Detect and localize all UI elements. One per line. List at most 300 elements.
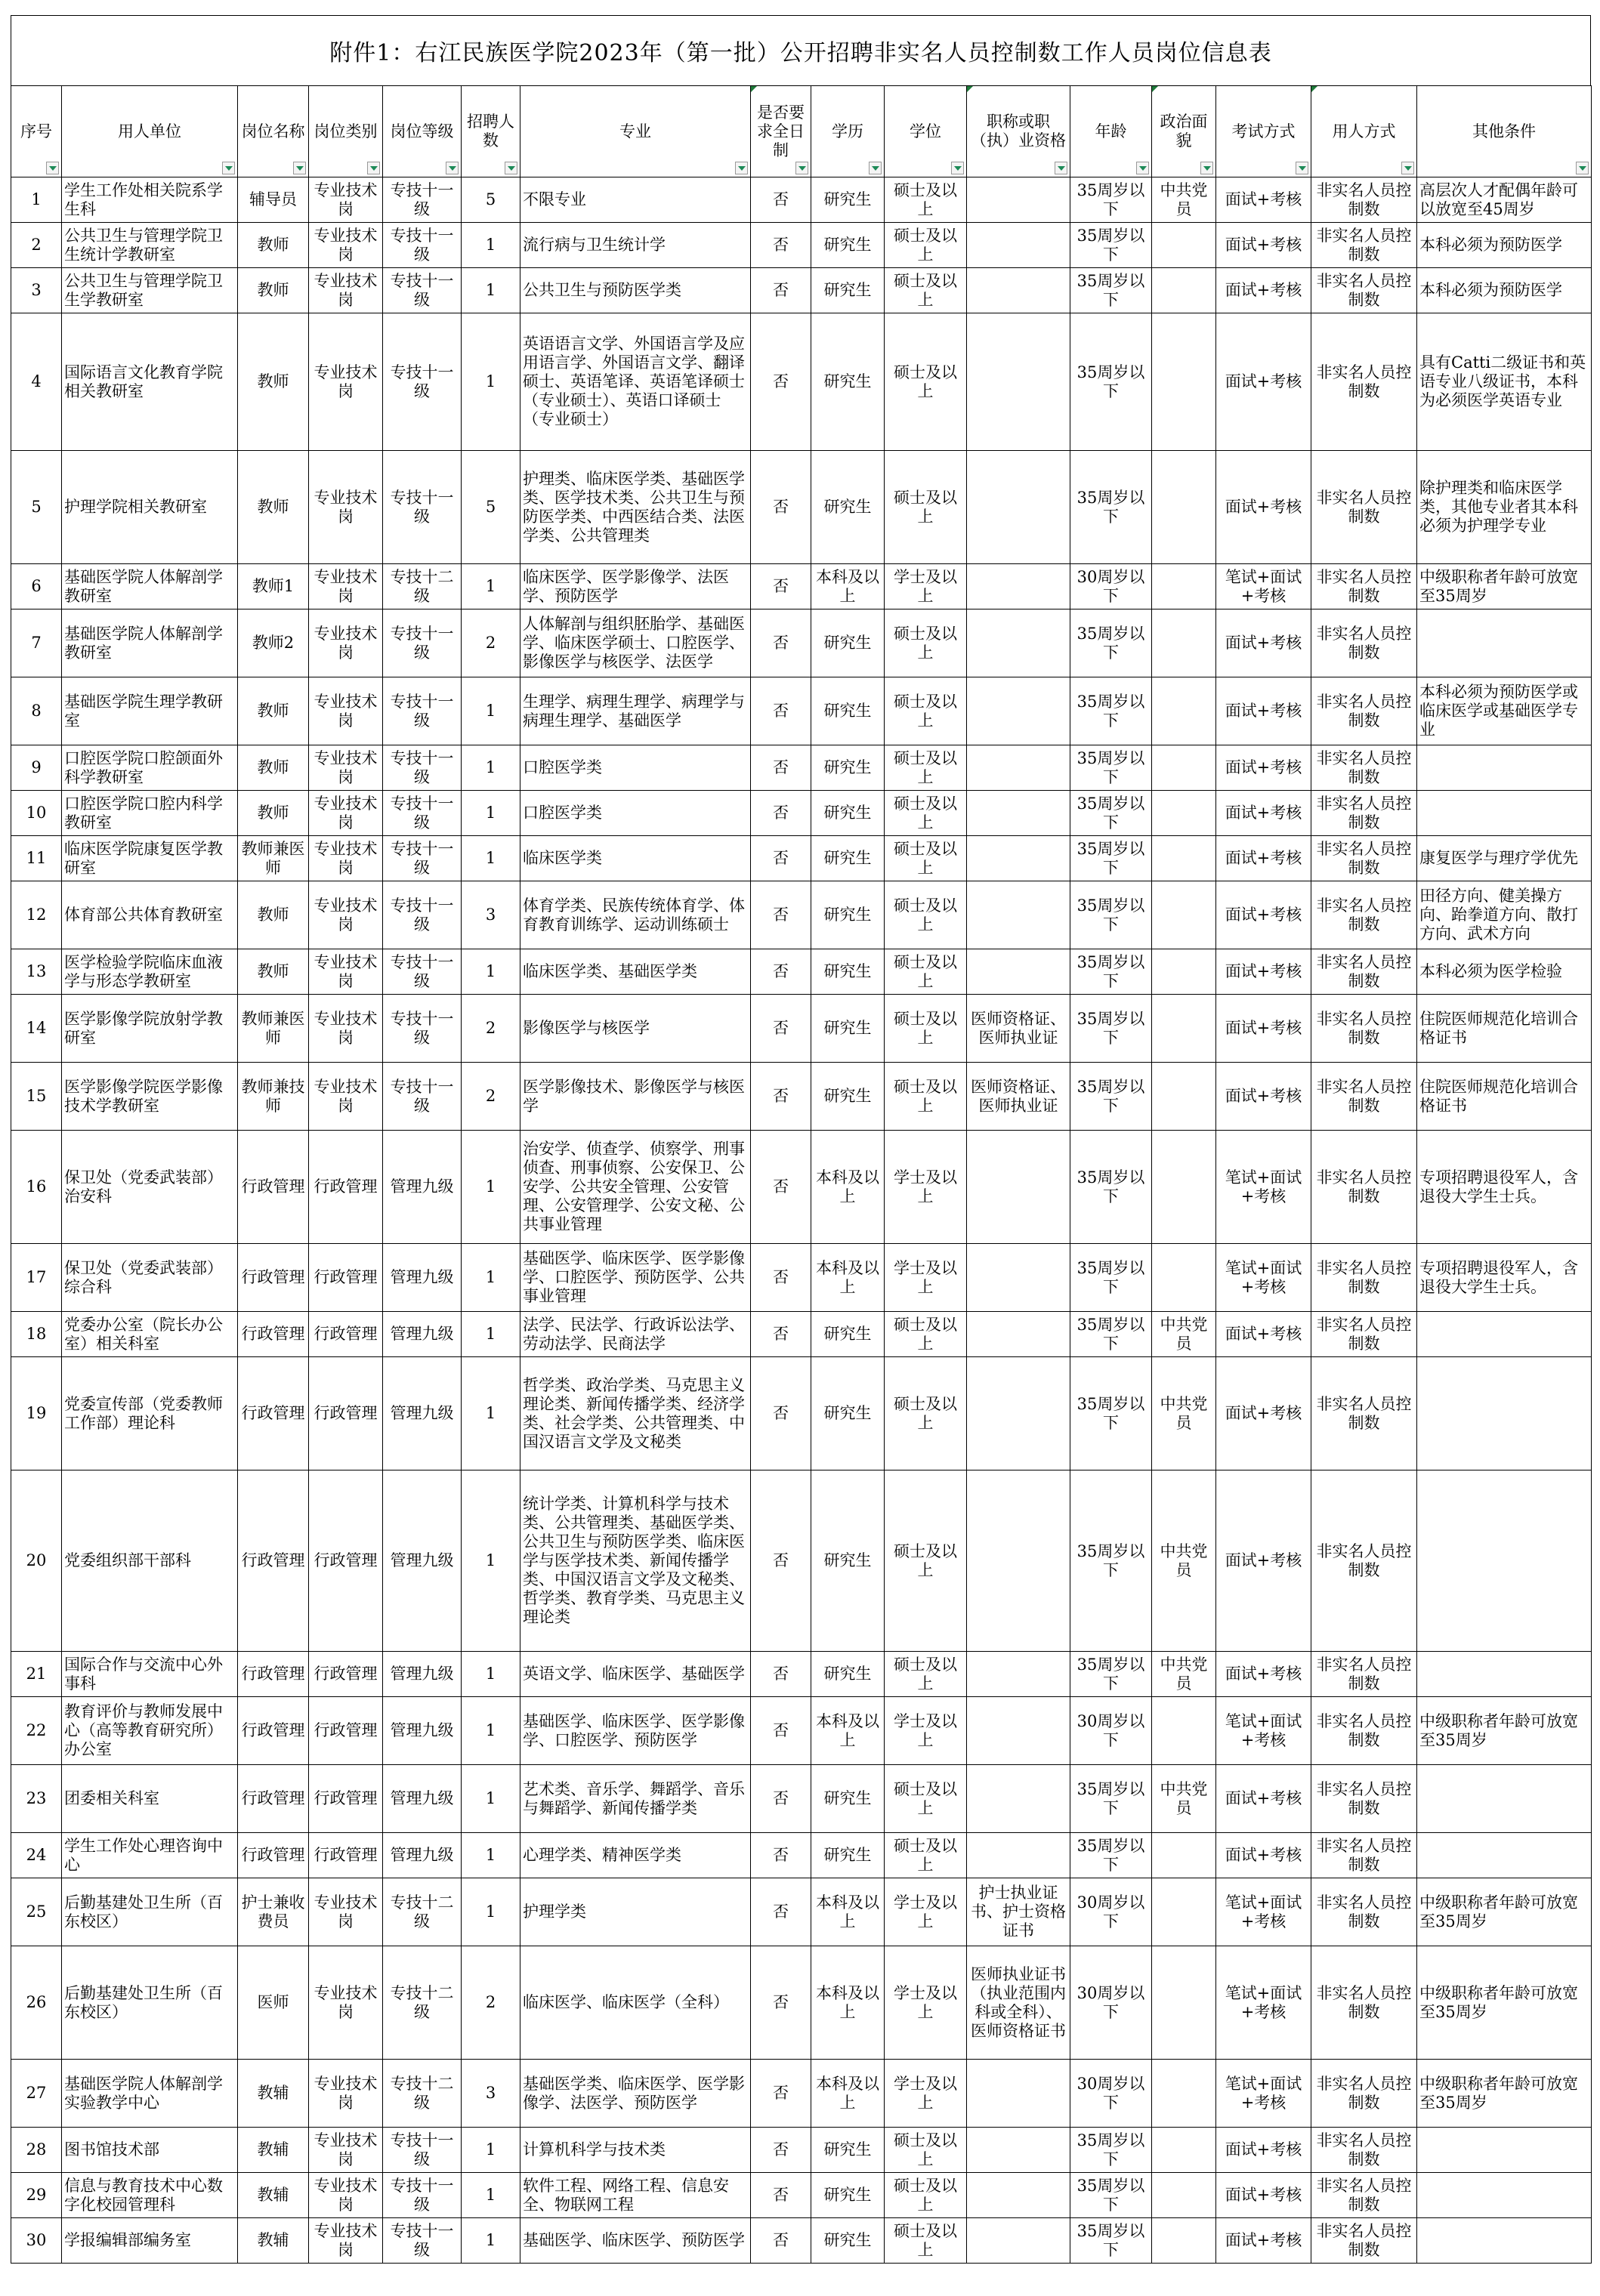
table-cell[interactable]: 研究生: [811, 881, 885, 949]
table-cell[interactable]: [1152, 313, 1216, 451]
table-cell[interactable]: 面试+考核: [1216, 1063, 1311, 1131]
table-cell[interactable]: 14: [11, 995, 62, 1063]
table-cell[interactable]: 1: [462, 677, 520, 745]
table-cell[interactable]: 非实名人员控制数: [1311, 1946, 1417, 2060]
table-cell[interactable]: 研究生: [811, 1470, 885, 1652]
table-cell[interactable]: 1: [462, 1470, 520, 1652]
table-cell[interactable]: 1: [462, 1357, 520, 1470]
table-cell[interactable]: 2: [462, 609, 520, 677]
table-cell[interactable]: 后勤基建处卫生所（百东校区）: [62, 1878, 238, 1946]
table-cell[interactable]: 4: [11, 313, 62, 451]
table-cell[interactable]: 1: [462, 949, 520, 995]
table-cell[interactable]: 行政管理: [238, 1470, 309, 1652]
table-cell[interactable]: 专技十一级: [383, 2218, 462, 2264]
table-cell[interactable]: 行政管理: [309, 1244, 383, 1312]
table-cell[interactable]: 否: [751, 1244, 811, 1312]
table-cell[interactable]: 行政管理: [309, 1470, 383, 1652]
table-cell[interactable]: 35周岁以下: [1070, 791, 1152, 836]
table-cell[interactable]: 信息与教育技术中心数字化校园管理科: [62, 2173, 238, 2218]
table-cell[interactable]: 教师: [238, 451, 309, 564]
table-cell[interactable]: 专业技术岗: [309, 2060, 383, 2128]
table-cell[interactable]: 管理九级: [383, 1765, 462, 1833]
table-cell[interactable]: 非实名人员控制数: [1311, 2173, 1417, 2218]
table-cell[interactable]: 研究生: [811, 1652, 885, 1697]
table-cell[interactable]: 基础医学院生理学教研室: [62, 677, 238, 745]
table-cell[interactable]: 硕士及以上: [885, 268, 967, 313]
table-cell[interactable]: 否: [751, 223, 811, 268]
table-cell[interactable]: 基础医学院人体解剖学教研室: [62, 609, 238, 677]
table-cell[interactable]: [1417, 2218, 1592, 2264]
table-cell[interactable]: 教师2: [238, 609, 309, 677]
table-cell[interactable]: 本科及以上: [811, 1946, 885, 2060]
table-cell[interactable]: 30周岁以下: [1070, 1697, 1152, 1765]
table-cell[interactable]: [967, 2128, 1070, 2173]
table-cell[interactable]: 35周岁以下: [1070, 1357, 1152, 1470]
table-cell[interactable]: 教辅: [238, 2128, 309, 2173]
table-cell[interactable]: 医学影像学院放射学教研室: [62, 995, 238, 1063]
table-cell[interactable]: 19: [11, 1357, 62, 1470]
table-cell[interactable]: [1152, 1244, 1216, 1312]
table-cell[interactable]: 35周岁以下: [1070, 881, 1152, 949]
table-cell[interactable]: 面试+考核: [1216, 836, 1311, 881]
filter-dropdown-icon[interactable]: [1401, 162, 1414, 174]
table-cell[interactable]: 专业技术岗: [309, 564, 383, 609]
table-cell[interactable]: 中级职称者年龄可放宽至35周岁: [1417, 564, 1592, 609]
table-cell[interactable]: 保卫处（党委武装部）治安科: [62, 1131, 238, 1244]
table-cell[interactable]: 研究生: [811, 268, 885, 313]
table-cell[interactable]: 35周岁以下: [1070, 2128, 1152, 2173]
table-cell[interactable]: 体育学类、民族传统体育学、体育教育训练学、运动训练硕士: [520, 881, 751, 949]
filter-dropdown-icon[interactable]: [505, 162, 517, 174]
table-cell[interactable]: 治安学、侦查学、侦察学、刑事侦查、刑事侦察、公安保卫、公安学、公共安全管理、公安管理、公安管理学、公安文秘、公共事业管理: [520, 1131, 751, 1244]
table-cell[interactable]: 否: [751, 1357, 811, 1470]
table-cell[interactable]: 基础医学、临床医学、医学影像学、口腔医学、预防医学、公共事业管理: [520, 1244, 751, 1312]
table-cell[interactable]: 研究生: [811, 1357, 885, 1470]
table-cell[interactable]: 12: [11, 881, 62, 949]
table-cell[interactable]: 面试+考核: [1216, 745, 1311, 791]
table-cell[interactable]: 学生工作处心理咨询中心: [62, 1833, 238, 1878]
table-cell[interactable]: 学士及以上: [885, 1244, 967, 1312]
table-cell[interactable]: 本科及以上: [811, 2060, 885, 2128]
table-cell[interactable]: [1417, 2173, 1592, 2218]
table-cell[interactable]: 否: [751, 1878, 811, 1946]
table-cell[interactable]: [967, 677, 1070, 745]
table-cell[interactable]: 2: [462, 1063, 520, 1131]
table-cell[interactable]: 非实名人员控制数: [1311, 949, 1417, 995]
table-cell[interactable]: 1: [462, 1697, 520, 1765]
table-cell[interactable]: 医师执业证书（执业范围内科或全科）、医师资格证书: [967, 1946, 1070, 2060]
table-cell[interactable]: [967, 1765, 1070, 1833]
table-cell[interactable]: 硕士及以上: [885, 1765, 967, 1833]
table-cell[interactable]: 22: [11, 1697, 62, 1765]
table-cell[interactable]: 1: [462, 836, 520, 881]
table-cell[interactable]: 专技十一级: [383, 451, 462, 564]
table-cell[interactable]: [1152, 1697, 1216, 1765]
table-cell[interactable]: 28: [11, 2128, 62, 2173]
table-cell[interactable]: 行政管理: [309, 1357, 383, 1470]
table-cell[interactable]: 艺术类、音乐学、舞蹈学、音乐与舞蹈学、新闻传播学类: [520, 1765, 751, 1833]
table-cell[interactable]: 专业技术岗: [309, 223, 383, 268]
table-cell[interactable]: 口腔医学院口腔颌面外科学教研室: [62, 745, 238, 791]
table-cell[interactable]: 研究生: [811, 223, 885, 268]
table-cell[interactable]: 软件工程、网络工程、信息安全、物联网工程: [520, 2173, 751, 2218]
table-cell[interactable]: 否: [751, 791, 811, 836]
table-cell[interactable]: 否: [751, 2218, 811, 2264]
table-cell[interactable]: [967, 223, 1070, 268]
table-cell[interactable]: 教师: [238, 223, 309, 268]
table-cell[interactable]: 1: [462, 1131, 520, 1244]
table-cell[interactable]: 党委办公室（院长办公室）相关科室: [62, 1312, 238, 1357]
table-cell[interactable]: 教师: [238, 268, 309, 313]
table-cell[interactable]: 研究生: [811, 745, 885, 791]
table-cell[interactable]: 硕士及以上: [885, 791, 967, 836]
table-cell[interactable]: 体育部公共体育教研室: [62, 881, 238, 949]
table-cell[interactable]: 否: [751, 1946, 811, 2060]
table-cell[interactable]: 田径方向、健美操方向、跆拳道方向、散打方向、武术方向: [1417, 881, 1592, 949]
table-cell[interactable]: 专项招聘退役军人，含退役大学生士兵。: [1417, 1131, 1592, 1244]
table-cell[interactable]: 硕士及以上: [885, 881, 967, 949]
table-cell[interactable]: 否: [751, 745, 811, 791]
table-cell[interactable]: 2: [462, 1946, 520, 2060]
table-cell[interactable]: 行政管理: [238, 1312, 309, 1357]
table-cell[interactable]: [967, 836, 1070, 881]
filter-dropdown-icon[interactable]: [951, 162, 964, 174]
table-cell[interactable]: 教师: [238, 313, 309, 451]
table-cell[interactable]: 35周岁以下: [1070, 2173, 1152, 2218]
table-cell[interactable]: 1: [462, 2218, 520, 2264]
table-cell[interactable]: 35周岁以下: [1070, 677, 1152, 745]
table-cell[interactable]: 专业技术岗: [309, 313, 383, 451]
table-cell[interactable]: 本科必须为预防医学或临床医学或基础医学专业: [1417, 677, 1592, 745]
table-cell[interactable]: 10: [11, 791, 62, 836]
table-cell[interactable]: 专技十一级: [383, 949, 462, 995]
table-cell[interactable]: 1: [462, 2128, 520, 2173]
table-cell[interactable]: 行政管理: [309, 1312, 383, 1357]
table-cell[interactable]: 党委组织部干部科: [62, 1470, 238, 1652]
table-cell[interactable]: 1: [462, 1244, 520, 1312]
table-cell[interactable]: 除护理类和临床医学类，其他专业者其本科必须为护理学专业: [1417, 451, 1592, 564]
table-cell[interactable]: 非实名人员控制数: [1311, 1765, 1417, 1833]
table-cell[interactable]: 35周岁以下: [1070, 949, 1152, 995]
table-cell[interactable]: 15: [11, 1063, 62, 1131]
table-cell[interactable]: 行政管理: [309, 1652, 383, 1697]
filter-dropdown-icon[interactable]: [1296, 162, 1308, 174]
table-cell[interactable]: [967, 1357, 1070, 1470]
table-cell[interactable]: 专业技术岗: [309, 2218, 383, 2264]
table-cell[interactable]: 否: [751, 1765, 811, 1833]
table-cell[interactable]: [1417, 2128, 1592, 2173]
table-cell[interactable]: 本科必须为预防医学: [1417, 223, 1592, 268]
table-cell[interactable]: 行政管理: [238, 1131, 309, 1244]
table-cell[interactable]: 非实名人员控制数: [1311, 609, 1417, 677]
table-cell[interactable]: 35周岁以下: [1070, 1312, 1152, 1357]
table-cell[interactable]: 研究生: [811, 2173, 885, 2218]
table-cell[interactable]: 学士及以上: [885, 1878, 967, 1946]
table-cell[interactable]: 否: [751, 177, 811, 223]
table-cell[interactable]: 20: [11, 1470, 62, 1652]
table-cell[interactable]: 3: [462, 881, 520, 949]
table-cell[interactable]: 行政管理: [238, 1244, 309, 1312]
table-cell[interactable]: 研究生: [811, 1063, 885, 1131]
table-cell[interactable]: 教师: [238, 881, 309, 949]
table-cell[interactable]: 研究生: [811, 791, 885, 836]
table-cell[interactable]: 面试+考核: [1216, 1833, 1311, 1878]
table-cell[interactable]: 图书馆技术部: [62, 2128, 238, 2173]
table-cell[interactable]: [967, 268, 1070, 313]
table-cell[interactable]: 专业技术岗: [309, 881, 383, 949]
table-cell[interactable]: 面试+考核: [1216, 1765, 1311, 1833]
table-cell[interactable]: 管理九级: [383, 1652, 462, 1697]
table-cell[interactable]: 护士兼收费员: [238, 1878, 309, 1946]
table-cell[interactable]: 学士及以上: [885, 564, 967, 609]
table-cell[interactable]: 1: [462, 223, 520, 268]
table-cell[interactable]: 16: [11, 1131, 62, 1244]
filter-dropdown-icon[interactable]: [869, 162, 882, 174]
table-cell[interactable]: 35周岁以下: [1070, 745, 1152, 791]
table-cell[interactable]: [967, 949, 1070, 995]
table-cell[interactable]: 否: [751, 1652, 811, 1697]
table-cell[interactable]: 35周岁以下: [1070, 2218, 1152, 2264]
table-cell[interactable]: 国际合作与交流中心外事科: [62, 1652, 238, 1697]
table-cell[interactable]: 教师兼医师: [238, 836, 309, 881]
table-cell[interactable]: 影像医学与核医学: [520, 995, 751, 1063]
table-cell[interactable]: 研究生: [811, 1765, 885, 1833]
table-cell[interactable]: 研究生: [811, 177, 885, 223]
table-cell[interactable]: 35周岁以下: [1070, 1244, 1152, 1312]
table-cell[interactable]: 后勤基建处卫生所（百东校区）: [62, 1946, 238, 2060]
table-cell[interactable]: 基础医学院人体解剖学实验教学中心: [62, 2060, 238, 2128]
table-cell[interactable]: 面试+考核: [1216, 1470, 1311, 1652]
table-cell[interactable]: 2: [462, 995, 520, 1063]
table-cell[interactable]: 专业技术岗: [309, 2173, 383, 2218]
table-cell[interactable]: 教师1: [238, 564, 309, 609]
table-cell[interactable]: [1152, 1833, 1216, 1878]
table-cell[interactable]: 35周岁以下: [1070, 1833, 1152, 1878]
table-cell[interactable]: 笔试+面试+考核: [1216, 1131, 1311, 1244]
table-cell[interactable]: 非实名人员控制数: [1311, 881, 1417, 949]
table-cell[interactable]: 面试+考核: [1216, 2218, 1311, 2264]
table-cell[interactable]: 专业技术岗: [309, 268, 383, 313]
table-cell[interactable]: [1417, 1652, 1592, 1697]
table-cell[interactable]: [967, 745, 1070, 791]
table-cell[interactable]: [967, 2218, 1070, 2264]
table-cell[interactable]: [967, 1697, 1070, 1765]
table-cell[interactable]: 否: [751, 836, 811, 881]
table-cell[interactable]: 非实名人员控制数: [1311, 2128, 1417, 2173]
table-cell[interactable]: 本科及以上: [811, 1244, 885, 1312]
table-cell[interactable]: 否: [751, 2128, 811, 2173]
table-cell[interactable]: 行政管理: [238, 1833, 309, 1878]
table-cell[interactable]: [1417, 791, 1592, 836]
table-cell[interactable]: 教师兼医师: [238, 995, 309, 1063]
table-cell[interactable]: 护理类、临床医学类、基础医学类、医学技术类、公共卫生与预防医学类、中西医结合类、法医学类、公共管理类: [520, 451, 751, 564]
table-cell[interactable]: 专技十一级: [383, 677, 462, 745]
table-cell[interactable]: 非实名人员控制数: [1311, 1470, 1417, 1652]
table-cell[interactable]: 管理九级: [383, 1470, 462, 1652]
table-cell[interactable]: 非实名人员控制数: [1311, 2060, 1417, 2128]
table-cell[interactable]: 非实名人员控制数: [1311, 1357, 1417, 1470]
table-cell[interactable]: 临床医学院康复医学教研室: [62, 836, 238, 881]
table-cell[interactable]: 专技十一级: [383, 745, 462, 791]
table-cell[interactable]: [1152, 949, 1216, 995]
table-cell[interactable]: 1: [462, 2173, 520, 2218]
table-cell[interactable]: 本科及以上: [811, 564, 885, 609]
table-cell[interactable]: [1152, 564, 1216, 609]
table-cell[interactable]: 笔试+面试+考核: [1216, 1946, 1311, 2060]
table-cell[interactable]: 专技十一级: [383, 836, 462, 881]
table-cell[interactable]: 具有Catti二级证书和英语专业八级证书，本科为必须医学英语专业: [1417, 313, 1592, 451]
table-cell[interactable]: 学生工作处相关院系学生科: [62, 177, 238, 223]
table-cell[interactable]: 教育评价与教师发展中心（高等教育研究所）办公室: [62, 1697, 238, 1765]
table-cell[interactable]: 21: [11, 1652, 62, 1697]
table-cell[interactable]: 基础医学院人体解剖学教研室: [62, 564, 238, 609]
table-cell[interactable]: 专项招聘退役军人，含退役大学生士兵。: [1417, 1244, 1592, 1312]
table-cell[interactable]: 35周岁以下: [1070, 1063, 1152, 1131]
table-cell[interactable]: 否: [751, 268, 811, 313]
table-cell[interactable]: 否: [751, 2060, 811, 2128]
table-cell[interactable]: [1152, 745, 1216, 791]
table-cell[interactable]: 行政管理: [238, 1652, 309, 1697]
table-cell[interactable]: 党委宣传部（党委教师工作部）理论科: [62, 1357, 238, 1470]
table-cell[interactable]: 35周岁以下: [1070, 836, 1152, 881]
table-cell[interactable]: 非实名人员控制数: [1311, 1697, 1417, 1765]
table-cell[interactable]: 专技十二级: [383, 2060, 462, 2128]
table-cell[interactable]: 行政管理: [309, 1833, 383, 1878]
table-cell[interactable]: 中共党员: [1152, 1765, 1216, 1833]
table-cell[interactable]: [1417, 1357, 1592, 1470]
table-cell[interactable]: 13: [11, 949, 62, 995]
table-cell[interactable]: 硕士及以上: [885, 677, 967, 745]
table-cell[interactable]: 教师: [238, 791, 309, 836]
table-cell[interactable]: 医学影像学院医学影像技术学教研室: [62, 1063, 238, 1131]
table-cell[interactable]: 住院医师规范化培训合格证书: [1417, 995, 1592, 1063]
table-cell[interactable]: 专技十一级: [383, 791, 462, 836]
table-cell[interactable]: [967, 791, 1070, 836]
table-cell[interactable]: 基础医学、临床医学、预防医学: [520, 2218, 751, 2264]
table-cell[interactable]: 口腔医学类: [520, 791, 751, 836]
table-cell[interactable]: 医师资格证、医师执业证: [967, 995, 1070, 1063]
table-cell[interactable]: 26: [11, 1946, 62, 2060]
table-cell[interactable]: 面试+考核: [1216, 881, 1311, 949]
table-cell[interactable]: 专业技术岗: [309, 177, 383, 223]
table-cell[interactable]: 27: [11, 2060, 62, 2128]
table-cell[interactable]: 笔试+面试+考核: [1216, 2060, 1311, 2128]
table-cell[interactable]: 非实名人员控制数: [1311, 791, 1417, 836]
table-cell[interactable]: 35周岁以下: [1070, 313, 1152, 451]
table-cell[interactable]: 行政管理: [238, 1357, 309, 1470]
table-cell[interactable]: 30周岁以下: [1070, 1878, 1152, 1946]
table-cell[interactable]: 30周岁以下: [1070, 1946, 1152, 2060]
table-cell[interactable]: 1: [11, 177, 62, 223]
table-cell[interactable]: 非实名人员控制数: [1311, 1652, 1417, 1697]
table-cell[interactable]: 9: [11, 745, 62, 791]
table-cell[interactable]: 否: [751, 1697, 811, 1765]
table-cell[interactable]: 7: [11, 609, 62, 677]
filter-dropdown-icon[interactable]: [293, 162, 306, 174]
filter-dropdown-icon[interactable]: [795, 162, 808, 174]
table-cell[interactable]: 非实名人员控制数: [1311, 1833, 1417, 1878]
table-cell[interactable]: 住院医师规范化培训合格证书: [1417, 1063, 1592, 1131]
table-cell[interactable]: 1: [462, 1765, 520, 1833]
table-cell[interactable]: 2: [11, 223, 62, 268]
table-cell[interactable]: 1: [462, 313, 520, 451]
table-cell[interactable]: 中共党员: [1152, 1312, 1216, 1357]
table-cell[interactable]: 医师: [238, 1946, 309, 2060]
table-cell[interactable]: 高层次人才配偶年龄可以放宽至45周岁: [1417, 177, 1592, 223]
table-cell[interactable]: 否: [751, 2173, 811, 2218]
table-cell[interactable]: [967, 1833, 1070, 1878]
table-cell[interactable]: 24: [11, 1833, 62, 1878]
table-cell[interactable]: 管理九级: [383, 1833, 462, 1878]
filter-dropdown-icon[interactable]: [446, 162, 459, 174]
table-cell[interactable]: 本科必须为医学检验: [1417, 949, 1592, 995]
table-cell[interactable]: 口腔医学院口腔内科学教研室: [62, 791, 238, 836]
table-cell[interactable]: 医学检验学院临床血液学与形态学教研室: [62, 949, 238, 995]
table-cell[interactable]: 35周岁以下: [1070, 177, 1152, 223]
table-cell[interactable]: 生理学、病理生理学、病理学与病理生理学、基础医学: [520, 677, 751, 745]
table-cell[interactable]: 研究生: [811, 2218, 885, 2264]
table-cell[interactable]: 临床医学、医学影像学、法医学、预防医学: [520, 564, 751, 609]
table-cell[interactable]: 研究生: [811, 609, 885, 677]
table-cell[interactable]: 行政管理: [238, 1697, 309, 1765]
table-cell[interactable]: 18: [11, 1312, 62, 1357]
table-cell[interactable]: 面试+考核: [1216, 1312, 1311, 1357]
table-cell[interactable]: 专业技术岗: [309, 609, 383, 677]
table-cell[interactable]: 笔试+面试+考核: [1216, 1697, 1311, 1765]
table-cell[interactable]: 中共党员: [1152, 1652, 1216, 1697]
table-cell[interactable]: 否: [751, 1312, 811, 1357]
table-cell[interactable]: 公共卫生与预防医学类: [520, 268, 751, 313]
table-cell[interactable]: 中级职称者年龄可放宽至35周岁: [1417, 1697, 1592, 1765]
table-cell[interactable]: 专技十一级: [383, 995, 462, 1063]
table-cell[interactable]: 35周岁以下: [1070, 268, 1152, 313]
table-cell[interactable]: [967, 1470, 1070, 1652]
table-cell[interactable]: 3: [11, 268, 62, 313]
table-cell[interactable]: 否: [751, 677, 811, 745]
table-cell[interactable]: 23: [11, 1765, 62, 1833]
table-cell[interactable]: 5: [462, 177, 520, 223]
table-cell[interactable]: 面试+考核: [1216, 995, 1311, 1063]
table-cell[interactable]: 本科及以上: [811, 1878, 885, 1946]
table-cell[interactable]: 非实名人员控制数: [1311, 177, 1417, 223]
table-cell[interactable]: 哲学类、政治学类、马克思主义理论类、新闻传播学类、经济学类、社会学类、公共管理类、中国汉语言文学及文秘类: [520, 1357, 751, 1470]
table-cell[interactable]: [1152, 2060, 1216, 2128]
table-cell[interactable]: 人体解剖与组织胚胎学、基础医学、临床医学硕士、口腔医学、影像医学与核医学、法医学: [520, 609, 751, 677]
table-cell[interactable]: 医学影像技术、影像医学与核医学: [520, 1063, 751, 1131]
table-cell[interactable]: 面试+考核: [1216, 949, 1311, 995]
table-cell[interactable]: 教师: [238, 745, 309, 791]
table-cell[interactable]: 研究生: [811, 836, 885, 881]
table-cell[interactable]: 国际语言文化教育学院相关教研室: [62, 313, 238, 451]
table-cell[interactable]: 心理学类、精神医学类: [520, 1833, 751, 1878]
filter-dropdown-icon[interactable]: [46, 162, 59, 174]
table-cell[interactable]: 面试+考核: [1216, 1652, 1311, 1697]
table-cell[interactable]: 专业技术岗: [309, 1063, 383, 1131]
filter-dropdown-icon[interactable]: [367, 162, 380, 174]
table-cell[interactable]: 35周岁以下: [1070, 451, 1152, 564]
table-cell[interactable]: 1: [462, 1878, 520, 1946]
table-cell[interactable]: 管理九级: [383, 1697, 462, 1765]
table-cell[interactable]: 否: [751, 1470, 811, 1652]
table-cell[interactable]: [1417, 609, 1592, 677]
table-cell[interactable]: 25: [11, 1878, 62, 1946]
table-cell[interactable]: 临床医学类、基础医学类: [520, 949, 751, 995]
table-cell[interactable]: 3: [462, 2060, 520, 2128]
table-cell[interactable]: 面试+考核: [1216, 609, 1311, 677]
table-cell[interactable]: [1152, 451, 1216, 564]
table-cell[interactable]: 专业技术岗: [309, 1946, 383, 2060]
table-cell[interactable]: 中级职称者年龄可放宽至35周岁: [1417, 1878, 1592, 1946]
